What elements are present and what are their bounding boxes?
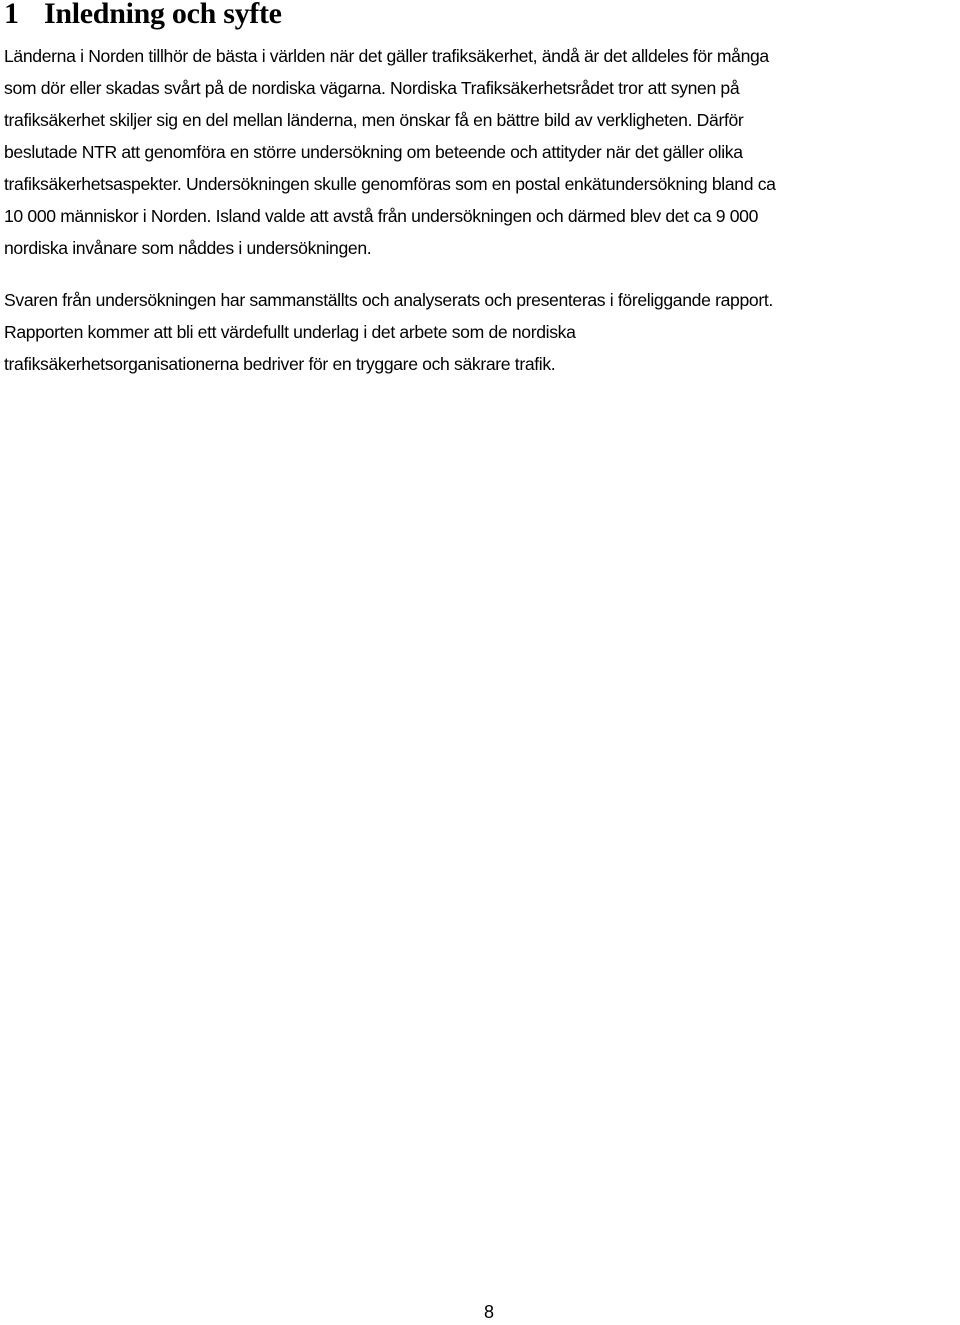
text-line: Länderna i Norden tillhör de bästa i världen när det gäller trafiksäkerhet, ändå är det alldeles för många — [4, 46, 769, 66]
text-line: trafiksäkerhetsaspekter. Undersökningen skulle genomföras som en postal enkätundersökning bland ca — [4, 174, 776, 194]
text-line: 10 000 människor i Norden. Island valde att avstå från undersökningen och därmed blev det ca 9 000 — [4, 206, 759, 226]
text-line: trafiksäkerhet skiljer sig en del mellan länderna, men önskar få en bättre bild av verkligheten. Därför — [4, 110, 744, 130]
text-line: nordiska invånare som nåddes i undersökningen. — [4, 238, 372, 258]
section-title: Inledning och syfte — [44, 0, 282, 30]
section-heading — [4, 0, 282, 32]
text-line: beslutade NTR att genomföra en större undersökning om beteende och attityder när det gäller olika — [4, 142, 743, 162]
paragraph-report — [4, 284, 959, 380]
text-line: Svaren från undersökningen har sammanställts och analyserats och presenteras i föreliggande rapport. — [4, 290, 773, 310]
page-number: 8 — [483, 1302, 494, 1322]
text-line: Rapporten kommer att bli ett värdefullt underlag i det arbete som de nordiska — [4, 322, 576, 342]
text-line: som dör eller skadas svårt på de nordiska vägarna. Nordiska Trafiksäkerhetsrådet tror att synen på — [4, 78, 740, 98]
text-line: trafiksäkerhetsorganisationerna bedriver för en tryggare och säkrare trafik. — [4, 354, 556, 374]
section-number: 1 — [4, 0, 19, 30]
paragraph-intro — [4, 40, 959, 264]
